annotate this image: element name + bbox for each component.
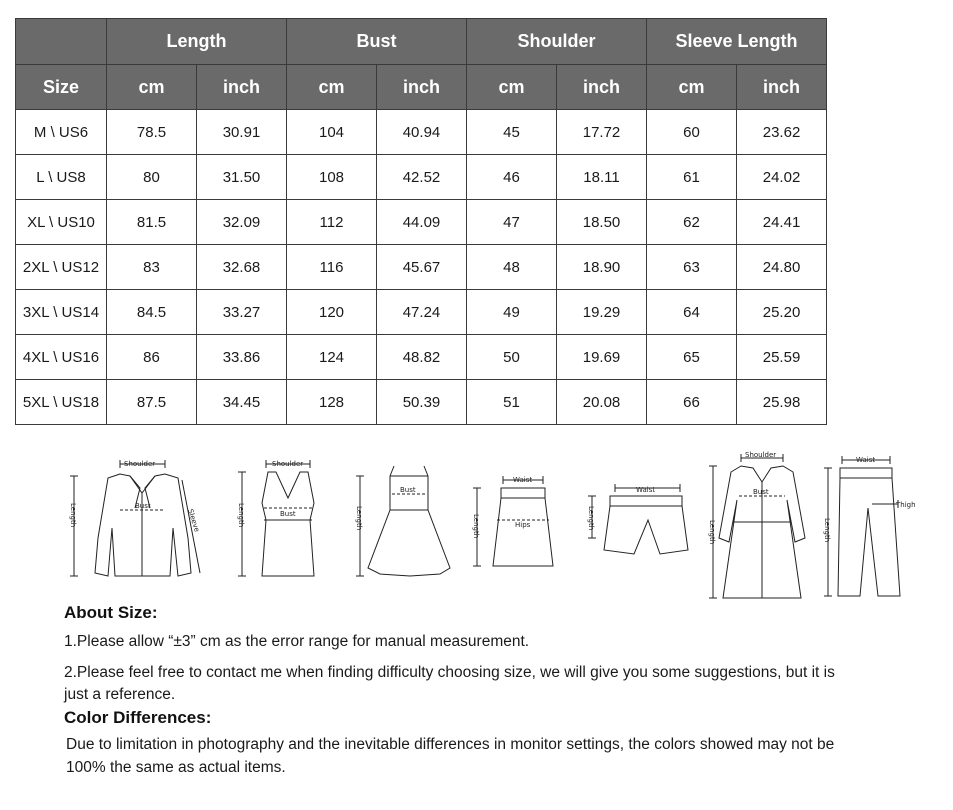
vest-length-label: Length	[237, 503, 245, 528]
size-label-cell: 2XL \ US12	[16, 245, 107, 290]
measurement-cell: 50.39	[377, 380, 467, 425]
measurement-cell: 128	[287, 380, 377, 425]
table-row	[16, 200, 827, 245]
table-row	[16, 335, 827, 380]
shorts-measurement-figure	[580, 448, 700, 588]
shirt-bust-label: Bust	[135, 502, 151, 510]
unit-header: cm	[287, 65, 377, 110]
table-unit-header-row	[16, 65, 827, 110]
measurement-cell: 32.68	[197, 245, 287, 290]
measurement-cell: 17.72	[557, 110, 647, 155]
unit-header: inch	[377, 65, 467, 110]
measurement-cell: 33.86	[197, 335, 287, 380]
measurement-cell: 48	[467, 245, 557, 290]
measurement-cell: 80	[107, 155, 197, 200]
unit-header: cm	[467, 65, 557, 110]
measurement-cell: 24.02	[737, 155, 827, 200]
measurement-cell: 32.09	[197, 200, 287, 245]
coat-shoulder-label: Shoulder	[745, 451, 777, 459]
shorts-length-label: Length	[587, 506, 595, 531]
dress-bust-label: Bust	[400, 486, 416, 494]
measurement-figures	[60, 448, 920, 608]
measurement-cell: 51	[467, 380, 557, 425]
shorts-waist-label: Waist	[636, 486, 656, 494]
vest-bust-label: Bust	[280, 510, 296, 518]
about-size-line-1: 1.Please allow “±3” cm as the error range for manual measurement.	[64, 633, 530, 650]
skirt-length-label: Length	[472, 514, 480, 539]
measurement-cell: 44.09	[377, 200, 467, 245]
measurement-cell: 40.94	[377, 110, 467, 155]
table-corner-cell	[16, 19, 107, 65]
measurement-cell: 18.50	[557, 200, 647, 245]
measurement-cell: 87.5	[107, 380, 197, 425]
measurement-cell: 19.29	[557, 290, 647, 335]
group-header-shoulder: Shoulder	[467, 19, 647, 65]
measurement-cell: 104	[287, 110, 377, 155]
measurement-cell: 50	[467, 335, 557, 380]
size-label-cell: M \ US6	[16, 110, 107, 155]
measurement-cell: 47.24	[377, 290, 467, 335]
skirt-waist-label: Waist	[513, 476, 533, 484]
measurement-cell: 63	[647, 245, 737, 290]
measurement-cell: 60	[647, 110, 737, 155]
measurement-cell: 81.5	[107, 200, 197, 245]
measurement-cell: 120	[287, 290, 377, 335]
unit-header: inch	[557, 65, 647, 110]
coat-length-label: Length	[708, 520, 716, 545]
measurement-cell: 33.27	[197, 290, 287, 335]
color-differences-heading: Color Differences:	[64, 708, 212, 727]
measurement-cell: 42.52	[377, 155, 467, 200]
measurement-cell: 46	[467, 155, 557, 200]
measurement-cell: 83	[107, 245, 197, 290]
table-row	[16, 380, 827, 425]
size-label-cell: XL \ US10	[16, 200, 107, 245]
shirt-shoulder-label: Shoulder	[124, 460, 156, 468]
shirt-length-label: Length	[69, 503, 77, 528]
measurement-cell: 18.90	[557, 245, 647, 290]
measurement-cell: 25.59	[737, 335, 827, 380]
shirt-measurement-figure	[60, 448, 220, 588]
table-row	[16, 155, 827, 200]
measurement-cell: 116	[287, 245, 377, 290]
group-header-sleeve-length: Sleeve Length	[647, 19, 827, 65]
measurement-cell: 66	[647, 380, 737, 425]
pants-measurement-figure	[820, 448, 930, 608]
size-label-cell: 3XL \ US14	[16, 290, 107, 335]
measurement-cell: 62	[647, 200, 737, 245]
about-size-line-3: just a reference.	[64, 686, 176, 703]
measurement-cell: 86	[107, 335, 197, 380]
measurement-cell: 19.69	[557, 335, 647, 380]
unit-header: inch	[197, 65, 287, 110]
measurement-cell: 47	[467, 200, 557, 245]
pants-thigh-label: Thigh	[896, 501, 916, 509]
group-header-bust: Bust	[287, 19, 467, 65]
unit-header: cm	[647, 65, 737, 110]
unit-header: inch	[737, 65, 827, 110]
measurement-cell: 34.45	[197, 380, 287, 425]
size-label-cell: L \ US8	[16, 155, 107, 200]
table-row	[16, 110, 827, 155]
vest-measurement-figure	[230, 448, 345, 588]
size-label-cell: 5XL \ US18	[16, 380, 107, 425]
unit-header: cm	[107, 65, 197, 110]
measurement-cell: 24.80	[737, 245, 827, 290]
measurement-cell: 78.5	[107, 110, 197, 155]
about-size-heading: About Size:	[64, 603, 158, 622]
measurement-cell: 49	[467, 290, 557, 335]
table-row	[16, 245, 827, 290]
measurement-cell: 64	[647, 290, 737, 335]
color-differences-line-2: 100% the same as actual items.	[66, 759, 286, 776]
measurement-cell: 30.91	[197, 110, 287, 155]
dress-measurement-figure	[350, 448, 460, 588]
dress-length-label: Length	[355, 506, 363, 531]
measurement-cell: 24.41	[737, 200, 827, 245]
shirt-sleeve-label: Sleeve	[186, 508, 201, 533]
measurement-cell: 23.62	[737, 110, 827, 155]
measurement-cell: 31.50	[197, 155, 287, 200]
measurement-cell: 65	[647, 335, 737, 380]
table-group-header-row	[16, 19, 827, 65]
vest-shoulder-label: Shoulder	[272, 460, 304, 468]
size-column-header: Size	[16, 65, 107, 110]
measurement-cell: 61	[647, 155, 737, 200]
measurement-cell: 48.82	[377, 335, 467, 380]
measurement-cell: 25.98	[737, 380, 827, 425]
size-chart-table	[15, 18, 827, 425]
color-differences-line-1: Due to limitation in photography and the inevitable differences in monitor settings, the colors showed may not be	[66, 736, 835, 753]
size-rows	[16, 110, 827, 425]
pants-length-label: Length	[823, 518, 831, 543]
measurement-cell: 108	[287, 155, 377, 200]
measurement-cell: 84.5	[107, 290, 197, 335]
measurement-cell: 45	[467, 110, 557, 155]
group-header-length: Length	[107, 19, 287, 65]
coat-bust-label: Bust	[753, 488, 769, 496]
coat-measurement-figure	[705, 448, 815, 608]
pants-waist-label: Waist	[856, 456, 876, 464]
measurement-cell: 45.67	[377, 245, 467, 290]
measurement-cell: 20.08	[557, 380, 647, 425]
measurement-cell: 25.20	[737, 290, 827, 335]
about-size-line-2: 2.Please feel free to contact me when finding difficulty choosing size, we will give you some suggestions, but it is	[64, 664, 835, 681]
table-row	[16, 290, 827, 335]
measurement-cell: 18.11	[557, 155, 647, 200]
measurement-cell: 112	[287, 200, 377, 245]
size-label-cell: 4XL \ US16	[16, 335, 107, 380]
measurement-cell: 124	[287, 335, 377, 380]
skirt-measurement-figure	[465, 448, 565, 588]
skirt-hips-label: Hips	[515, 521, 531, 529]
